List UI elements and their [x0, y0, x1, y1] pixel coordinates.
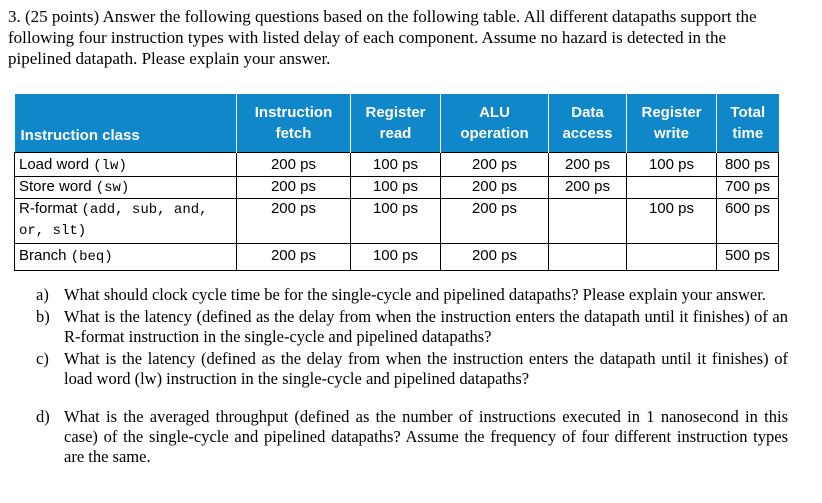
- table-row: [15, 153, 779, 177]
- question-text: What is the latency (defined as the delay from when the instruction enters the datapath until it finishes) of load word (lw) instruction in the single-cycle and pipelined datapaths?: [64, 349, 788, 388]
- cell-instruction-fetch: 200 ps: [237, 199, 351, 244]
- cell-register-read: 100 ps: [351, 244, 441, 271]
- question-item-b: [36, 307, 788, 347]
- cell-total-time: 700 ps: [717, 177, 779, 199]
- question-item-c: [36, 349, 788, 389]
- cell-alu-operation: 200 ps: [441, 199, 549, 244]
- cell-total-time: 800 ps: [717, 153, 779, 177]
- cell-register-write: [627, 244, 717, 271]
- cell-alu-operation: 200 ps: [441, 153, 549, 177]
- cell-data-access: [549, 199, 627, 244]
- table-header-row: [15, 94, 779, 153]
- question-item-a: [36, 285, 788, 305]
- cell-alu-operation: 200 ps: [441, 244, 549, 271]
- cell-register-write: [627, 177, 717, 199]
- question-item-d: [36, 407, 788, 467]
- cell-register-write: 100 ps: [627, 199, 717, 244]
- row-class-label: R-format (add, sub, and, or, slt): [15, 199, 237, 244]
- table-row: [15, 199, 779, 244]
- table-row: [15, 244, 779, 271]
- question-marker: b): [36, 307, 50, 326]
- cell-total-time: 600 ps: [717, 199, 779, 244]
- delay-table: [14, 94, 779, 271]
- cell-data-access: [549, 244, 627, 271]
- row-class-label: Load word (lw): [15, 153, 237, 177]
- cell-instruction-fetch: 200 ps: [237, 153, 351, 177]
- question-marker: c): [36, 349, 49, 368]
- question-text: What is the averaged throughput (defined as the number of instructions executed in 1 nanosecond in this case) of the single-cycle and pipelined datapaths? Assume the frequency of four different instruction types are the same.: [64, 407, 788, 466]
- header-instruction-class: Instruction class: [15, 94, 237, 153]
- header-register-read: Register read: [351, 94, 441, 153]
- question-intro: 3. (25 points) Answer the following questions based on the following table. All different datapaths support the following four instruction types with listed delay of each component. Assume no hazard is detected in the pipelined datapath. Please explain your answer.: [8, 7, 757, 68]
- table-row: [15, 177, 779, 199]
- cell-data-access: 200 ps: [549, 177, 627, 199]
- cell-total-time: 500 ps: [717, 244, 779, 271]
- cell-register-write: 100 ps: [627, 153, 717, 177]
- question-marker: a): [36, 285, 49, 304]
- cell-instruction-fetch: 200 ps: [237, 177, 351, 199]
- cell-register-read: 100 ps: [351, 199, 441, 244]
- row-class-label: Branch (beq): [15, 244, 237, 271]
- header-total-time: Total time: [717, 94, 779, 153]
- question-text: What should clock cycle time be for the single-cycle and pipelined datapaths? Please explain your answer.: [64, 285, 766, 304]
- header-instruction-fetch: Instruction fetch: [237, 94, 351, 153]
- cell-alu-operation: 200 ps: [441, 177, 549, 199]
- question-marker: d): [36, 407, 50, 426]
- cell-register-read: 100 ps: [351, 177, 441, 199]
- header-register-write: Register write: [627, 94, 717, 153]
- header-alu-operation: ALU operation: [441, 94, 549, 153]
- row-class-label: Store word (sw): [15, 177, 237, 199]
- cell-register-read: 100 ps: [351, 153, 441, 177]
- cell-instruction-fetch: 200 ps: [237, 244, 351, 271]
- question-text: What is the latency (defined as the delay from when the instruction enters the datapath until it finishes) of an R-format instruction in the single-cycle and pipelined datapaths?: [64, 307, 788, 346]
- header-data-access: Data access: [549, 94, 627, 153]
- cell-data-access: 200 ps: [549, 153, 627, 177]
- question-list: [36, 285, 788, 467]
